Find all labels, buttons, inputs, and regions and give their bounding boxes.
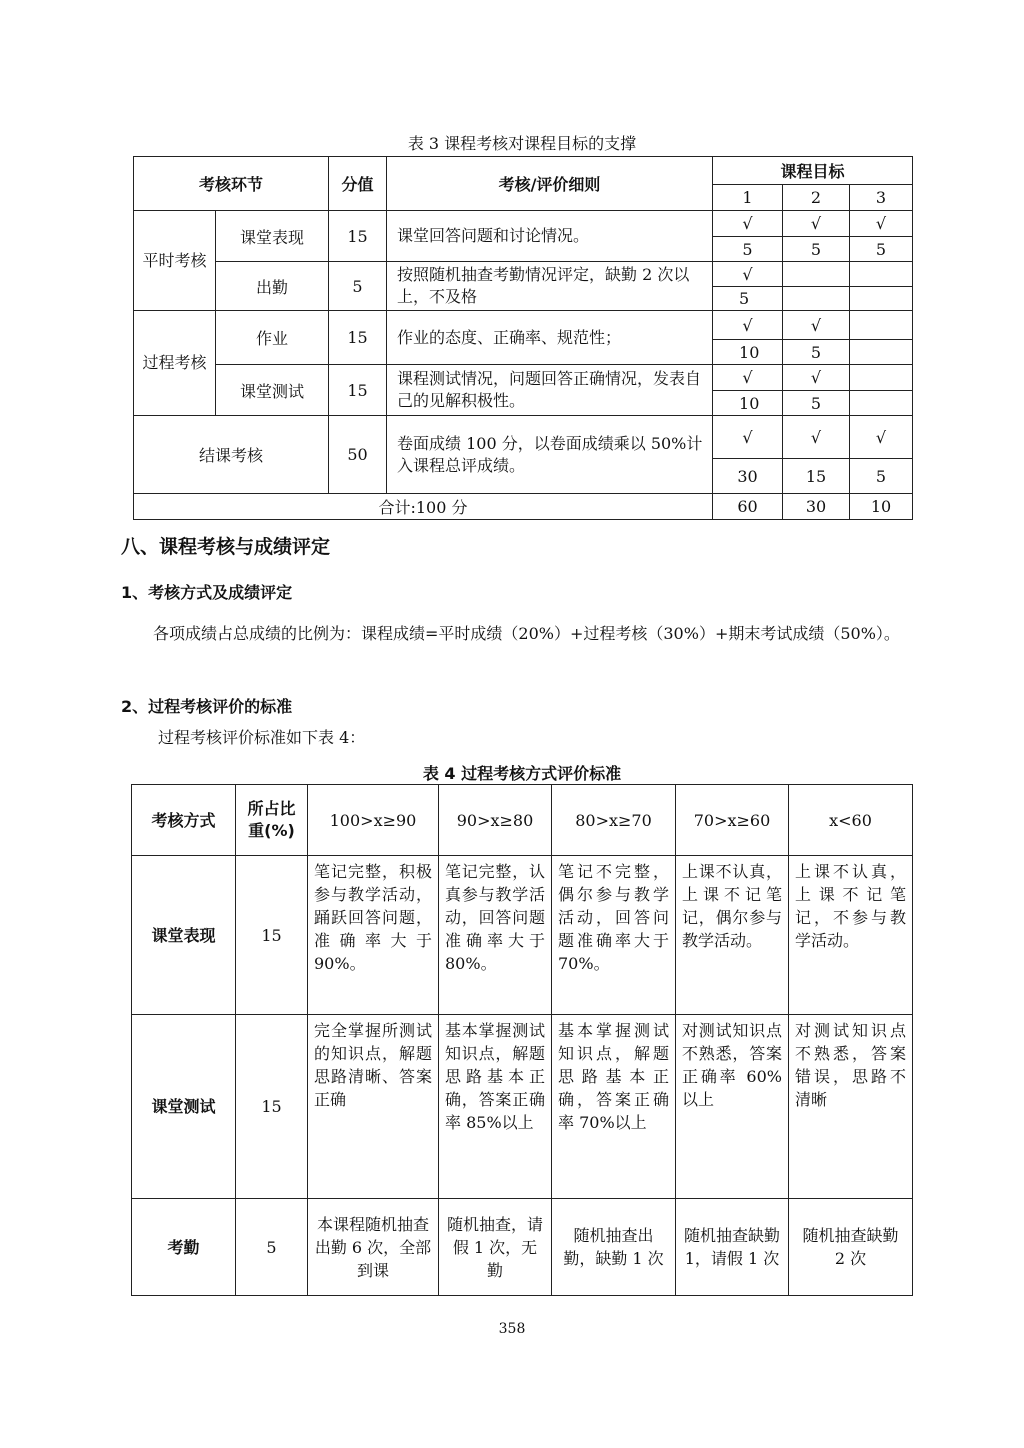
table3-score: 15 <box>329 365 387 416</box>
table4-cell: 随机抽查，请假 1 次，无勤 <box>439 1199 552 1296</box>
table3-goal-3: 3 <box>850 185 913 211</box>
table3-header-goals: 课程目标 <box>713 157 913 185</box>
table3-point: 5 <box>850 237 913 262</box>
table3-header-link: 考核环节 <box>134 157 329 211</box>
table3-header-score: 分值 <box>329 157 387 211</box>
table3-check <box>850 365 913 391</box>
table3 <box>133 156 913 520</box>
table3-check <box>850 311 913 340</box>
table3-score: 50 <box>329 416 387 494</box>
table3-check: √ <box>783 416 850 459</box>
table3-item: 出勤 <box>216 262 329 311</box>
table4-header: 70>x≥60 <box>676 785 789 856</box>
table3-total-value: 30 <box>783 494 850 520</box>
table3-check: √ <box>783 365 850 391</box>
table3-point: 5 <box>783 340 850 365</box>
table3-detail: 卷面成绩 100 分，以卷面成绩乘以 50%计入课程总评成绩。 <box>387 416 713 494</box>
table4-row-name: 考勤 <box>132 1199 236 1296</box>
paragraph-grade-ratio: 各项成绩占总成绩的比例为：课程成绩=平时成绩（20%）+过程考核（30%）+期末考试成绩（50%）。 <box>153 624 900 643</box>
table4-cell: 完全掌握所测试的知识点，解题思路清晰、答案正确 <box>308 1015 439 1199</box>
table4-row-weight: 15 <box>236 1015 308 1199</box>
table4-cell: 随机抽查缺勤 1，请假 1 次 <box>676 1199 789 1296</box>
table3-check <box>850 262 913 287</box>
table4-header: 90>x≥80 <box>439 785 552 856</box>
table3-point: 10 <box>713 340 783 365</box>
table3-caption: 表 3 课程考核对课程目标的支撑 <box>407 134 637 153</box>
table4-row-weight: 5 <box>236 1199 308 1296</box>
table3-check: √ <box>713 365 783 391</box>
table4-row-name: 课堂表现 <box>132 856 236 1015</box>
table4-cell: 上课不认真，上课不记笔记，不参与教学活动。 <box>789 856 913 1015</box>
table3-check: √ <box>850 416 913 459</box>
subsection-heading-2: 2、过程考核评价的标准 <box>121 697 293 716</box>
table3-point: 5 <box>783 391 850 416</box>
table4-cell: 基本掌握测试知识点，解题思路基本正确，答案正确率 85%以上 <box>439 1015 552 1199</box>
table3-total-value: 60 <box>713 494 783 520</box>
table3-check: √ <box>713 416 783 459</box>
table3-group-daily: 平时考核 <box>134 211 216 311</box>
table3-goal-1: 1 <box>713 185 783 211</box>
table3-item: 课堂测试 <box>216 365 329 416</box>
table4-cell: 对测试知识点不熟悉，答案正确率 60%以上 <box>676 1015 789 1199</box>
table4-cell: 随机抽查缺勤 2 次 <box>789 1199 913 1296</box>
table3-goal-2: 2 <box>783 185 850 211</box>
table4-cell: 基本掌握测试知识点，解题思路基本正确，答案正确率 70%以上 <box>552 1015 676 1199</box>
table3-point <box>850 287 913 311</box>
subsection-heading-1: 1、考核方式及成绩评定 <box>121 583 293 602</box>
table3-score: 15 <box>329 211 387 262</box>
table4-header: 80>x≥70 <box>552 785 676 856</box>
table3-total-label: 合计:100 分 <box>134 494 713 520</box>
table3-check: √ <box>783 211 850 237</box>
table4-header: 所占比重(%) <box>236 785 308 856</box>
table4-cell: 随机抽查出勤，缺勤 1 次 <box>552 1199 676 1296</box>
table3-point: 5 <box>783 237 850 262</box>
paragraph-table4-intro: 过程考核评价标准如下表 4： <box>158 728 366 747</box>
table3-point: 5 <box>713 237 783 262</box>
table3-detail: 课堂回答问题和讨论情况。 <box>387 211 713 262</box>
page-number: 358 <box>498 1321 526 1337</box>
table4-caption: 表 4 过程考核方式评价标准 <box>422 764 622 783</box>
table3-item: 作业 <box>216 311 329 365</box>
table3-score: 15 <box>329 311 387 365</box>
table3-check: √ <box>783 311 850 340</box>
table4-cell: 笔记完整，积极参与教学活动，踊跃回答问题，准确率大于 90%。 <box>308 856 439 1015</box>
table3-item: 结课考核 <box>134 416 329 494</box>
table3-check <box>783 262 850 287</box>
table4-cell: 笔记完整，认真参与教学活动，回答问题准确率大于 80%。 <box>439 856 552 1015</box>
table3-detail: 按照随机抽查考勤情况评定，缺勤 2 次以上，不及格 <box>387 262 713 311</box>
table4-header: 考核方式 <box>132 785 236 856</box>
table4-cell: 上课不认真，上课不记笔记，偶尔参与教学活动。 <box>676 856 789 1015</box>
table4-row-weight: 15 <box>236 856 308 1015</box>
table3-group-process: 过程考核 <box>134 311 216 416</box>
table3-score: 5 <box>329 262 387 311</box>
table3-check: √ <box>713 211 783 237</box>
table3-point <box>783 287 850 311</box>
table3-point <box>850 391 913 416</box>
table3-point: 10 <box>713 391 783 416</box>
table3-point <box>850 340 913 365</box>
table4-cell: 对测试知识点不熟悉，答案错误，思路不清晰 <box>789 1015 913 1199</box>
table3-point: 15 <box>783 459 850 494</box>
table3-item: 课堂表现 <box>216 211 329 262</box>
table3-detail: 课程测试情况，问题回答正确情况，发表自己的见解积极性。 <box>387 365 713 416</box>
table3-point: 5 <box>850 459 913 494</box>
table4-row-name: 课堂测试 <box>132 1015 236 1199</box>
table4-header: x<60 <box>789 785 913 856</box>
table3-check: √ <box>850 211 913 237</box>
table3-header-detail: 考核/评价细则 <box>387 157 713 211</box>
table3-detail: 作业的态度、正确率、规范性； <box>387 311 713 365</box>
table4-header: 100>x≥90 <box>308 785 439 856</box>
table3-total-value: 10 <box>850 494 913 520</box>
table4-cell: 笔记不完整，偶尔参与教学活动，回答问题准确率大于 70%。 <box>552 856 676 1015</box>
table3-point: 30 <box>713 459 783 494</box>
table4-cell: 本课程随机抽查出勤 6 次，全部到课 <box>308 1199 439 1296</box>
table3-check: √ <box>713 311 783 340</box>
table3-check: √ <box>713 262 783 287</box>
table3-point: 5 <box>713 287 783 311</box>
table4 <box>131 784 913 1296</box>
section-heading: 八、课程考核与成绩评定 <box>121 536 331 558</box>
